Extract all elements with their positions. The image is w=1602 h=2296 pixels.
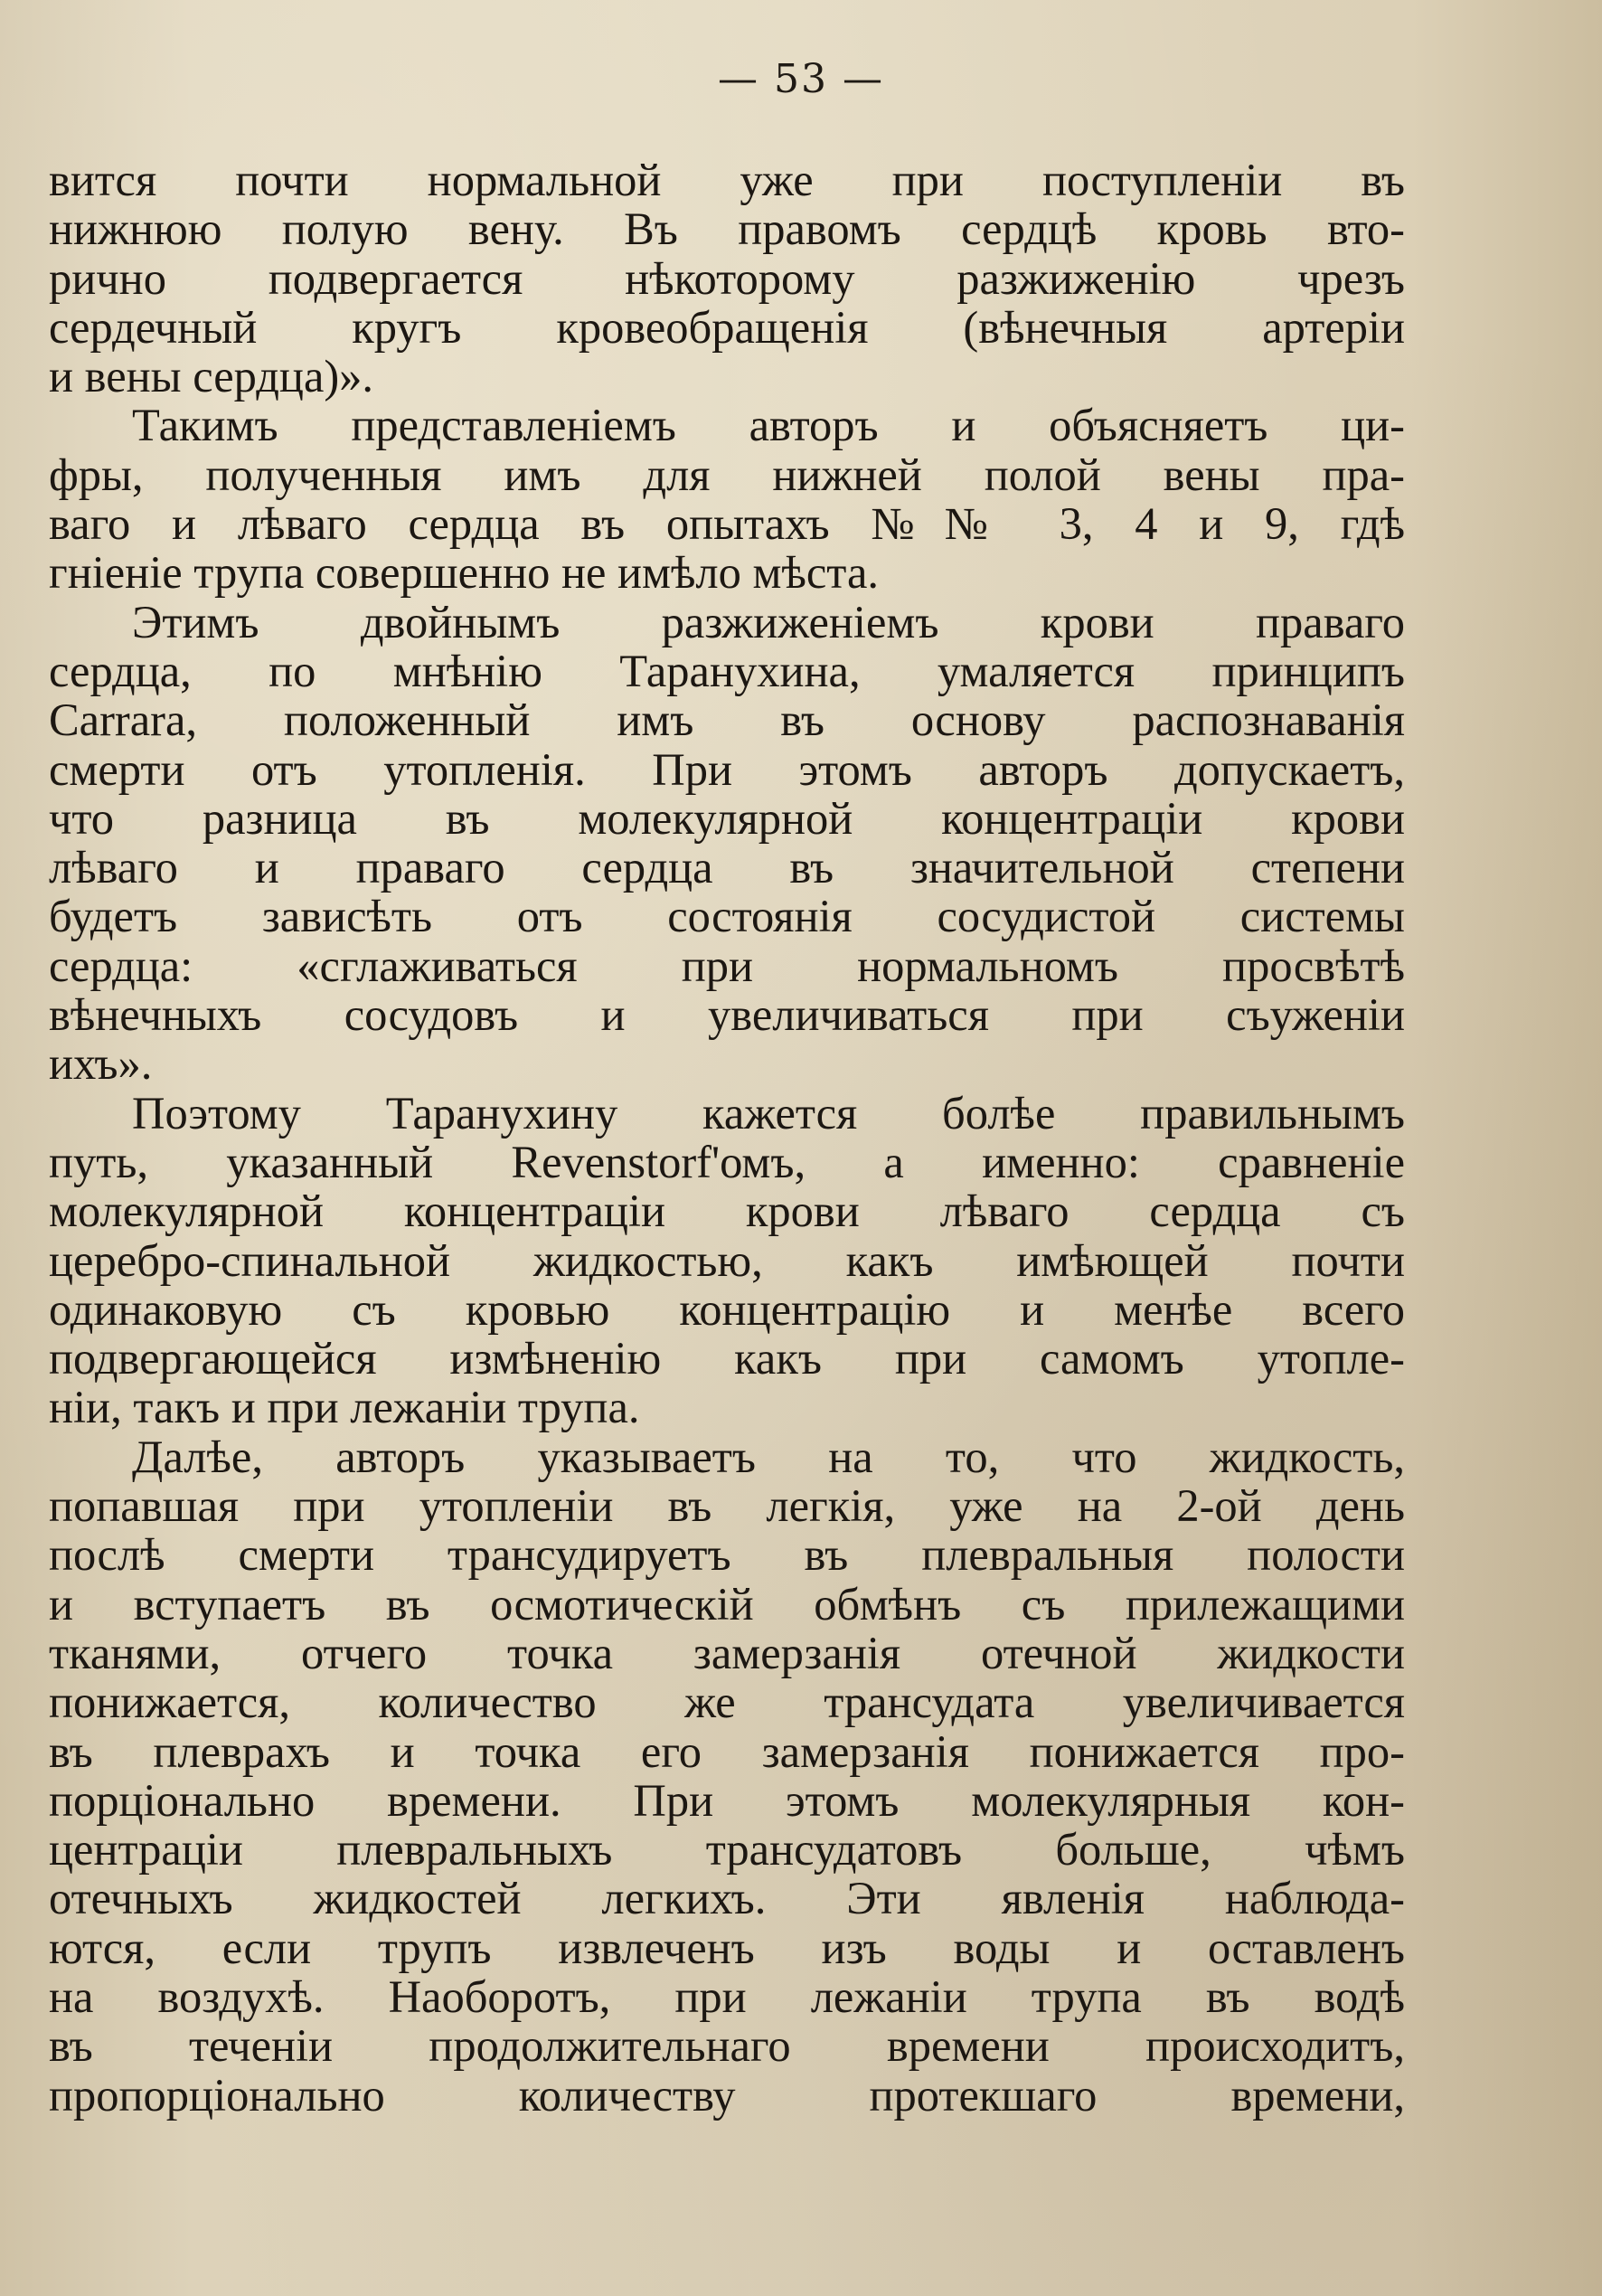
- text-line: пропорціонально количеству протекшаго времени,: [49, 2069, 1405, 2121]
- text-line: рично подвергается нѣкоторому разжиженію чрезъ: [49, 252, 1405, 304]
- text-line: попавшая при утопленіи въ легкія, уже на 2-ой день: [49, 1480, 1405, 1532]
- text-line: ваго и лѣваго сердца въ опытахъ №№ 3, 4 и 9, гдѣ: [49, 498, 1405, 550]
- text-line: фры, полученныя имъ для нижней полой вены пра-: [49, 449, 1405, 500]
- text-line: послѣ смерти трансудируетъ въ плевральныя полости: [49, 1529, 1405, 1581]
- text-line: сердца: «сглаживаться при нормальномъ просвѣтѣ: [49, 940, 1405, 991]
- text-line: путь, указанный Revenstorf'омъ, а именно: сравненіе: [49, 1136, 1405, 1187]
- text-line: сердца, по мнѣнію Таранухина, умаляется принципъ: [49, 645, 1405, 696]
- text-line: и вступаетъ въ осмотическій обмѣнъ съ прилежащими: [49, 1578, 1405, 1630]
- text-line: центраціи плевральныхъ трансудатовъ больше, чѣмъ: [49, 1824, 1405, 1876]
- text-line: отечныхъ жидкостей легкихъ. Эти явленія наблюда-: [49, 1873, 1405, 1924]
- text-line: одинаковую съ кровью концентрацію и менѣе всего: [49, 1283, 1405, 1335]
- text-line: въ теченіи продолжительнаго времени происходитъ,: [49, 2020, 1405, 2072]
- text-line: лѣваго и праваго сердца въ значительной степени: [49, 842, 1405, 893]
- page-number: — 53 —: [718, 56, 884, 102]
- text-line: нижнюю полую вену. Въ правомъ сердцѣ кровь вто-: [49, 203, 1405, 255]
- text-line: понижается, количество же трансудата увеличивается: [49, 1677, 1405, 1728]
- text-line: въ плеврахъ и точка его замерзанія понижается про-: [49, 1725, 1405, 1777]
- text-line: Такимъ представленіемъ авторъ и объясняетъ ци-: [132, 400, 1405, 451]
- text-line: вѣнечныхъ сосудовъ и увеличиваться при съуженіи: [49, 989, 1405, 1041]
- text-line: ются, если трупъ извлеченъ изъ воды и оставленъ: [49, 1922, 1405, 1973]
- text-line: Carrara, положенный имъ въ основу распознаванія: [49, 694, 1405, 746]
- text-line: на воздухѣ. Наоборотъ, при лежаніи трупа въ водѣ: [49, 1970, 1405, 2022]
- text-line: Далѣе, авторъ указываетъ на то, что жидкость,: [132, 1431, 1405, 1482]
- text-line: порціонально времени. При этомъ молекулярныя кон-: [49, 1774, 1405, 1826]
- text-line: молекулярной концентраціи крови лѣваго сердца съ: [49, 1186, 1405, 1237]
- text-line: и вены сердца)».: [49, 351, 374, 402]
- text-line: Этимъ двойнымъ разжиженіемъ крови праваго: [132, 596, 1405, 647]
- text-line: церебро-спинальной жидкостью, какъ имѣющей почти: [49, 1234, 1405, 1286]
- text-line: вится почти нормальной уже при поступленіи въ: [49, 155, 1405, 205]
- text-line: ніи, такъ и при лежаніи трупа.: [49, 1382, 640, 1433]
- text-line: сердечный кругъ кровеобращенія (вѣнечныя артеріи: [49, 301, 1405, 353]
- text-line: будетъ зависѣть отъ состоянія сосудистой системы: [49, 891, 1405, 942]
- text-line: гніеніе трупа совершенно не имѣло мѣста.: [49, 547, 880, 599]
- text-line: Поэтому Таранухину кажется болѣе правильнымъ: [132, 1087, 1405, 1139]
- text-line: подвергающейся измѣненію какъ при самомъ утопле-: [49, 1333, 1405, 1384]
- body-text: [49, 156, 1405, 2120]
- text-line: ихъ».: [49, 1038, 153, 1090]
- text-line: что разница въ молекулярной концентраціи крови: [49, 792, 1405, 844]
- text-line: смерти отъ утопленія. При этомъ авторъ допускаетъ,: [49, 743, 1405, 795]
- text-line: тканями, отчего точка замерзанія отечной жидкости: [49, 1627, 1405, 1678]
